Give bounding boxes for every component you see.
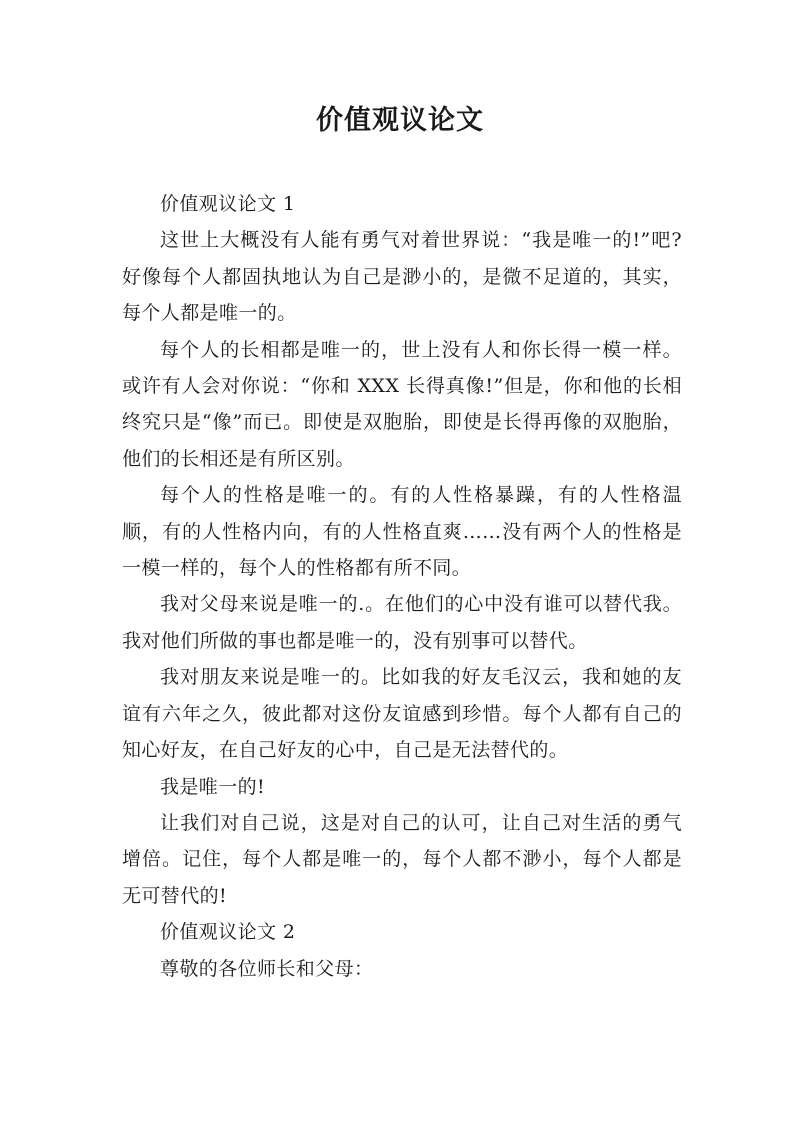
paragraph: 我对父母来说是唯一的.。在他们的心中没有谁可以替代我。我对他们所做的事也都是唯一的，没有别事可以替代。 — [122, 593, 682, 652]
paragraph: 尊敬的各位师长和父母： — [160, 957, 374, 980]
document-body — [122, 186, 682, 987]
paragraph: 我对朋友来说是唯一的。比如我的好友毛汉云，我和她的友谊有六年之久，彼此都对这份友谊感到珍惜。每个人都有自己的知心好友，在自己好友的心中，自己是无法替代的。 — [122, 666, 682, 762]
paragraph: 每个人的性格是唯一的。有的人性格暴躁，有的人性格温顺，有的人性格内向，有的人性格直爽……没有两个人的性格是一模一样的，每个人的性格都有所不同。 — [122, 484, 682, 580]
paragraph: 每个人的长相都是唯一的，世上没有人和你长得一模一样。或许有人会对你说：“你和 XXX 长得真像!”但是，你和他的长相终究只是“像”而已。即使是双胞胎，即使是长得再像的双胞胎，他们的长相还是有所区别。 — [122, 338, 682, 470]
document-title: 价值观议论文 — [316, 105, 484, 136]
paragraph: 让我们对自己说，这是对自己的认可，让自己对生活的勇气增倍。记住，每个人都是唯一的，每个人都不渺小，每个人都是无可替代的! — [122, 811, 682, 907]
section-heading-2: 价值观议论文 2 — [160, 921, 296, 944]
paragraph: 我是唯一的! — [160, 775, 266, 798]
section-heading-1: 价值观议论文 1 — [160, 193, 296, 215]
paragraph: 这世上大概没有人能有勇气对着世界说：“我是唯一的!”吧?好像每个人都固执地认为自己是渺小的，是微不足道的，其实，每个人都是唯一的。 — [122, 229, 682, 325]
